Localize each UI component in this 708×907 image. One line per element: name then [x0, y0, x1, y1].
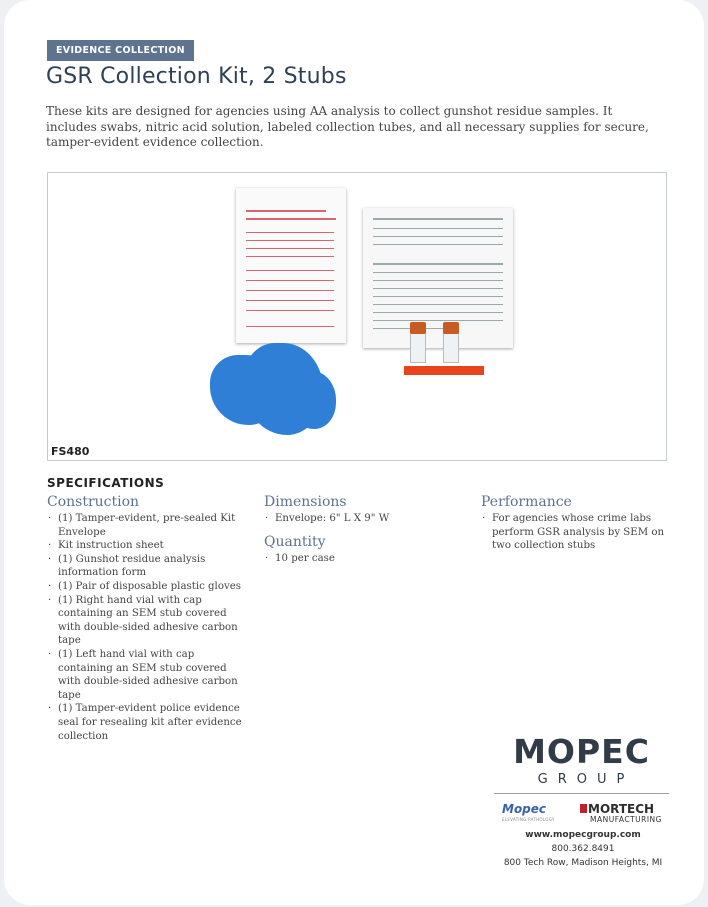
mopec-sub-logo: Mopec	[502, 802, 547, 816]
list-item: · (1) Pair of disposable plastic gloves	[47, 580, 247, 594]
list-item: · Envelope: 6" L X 9" W	[264, 512, 464, 526]
quantity-title: Quantity	[264, 533, 326, 550]
mopec-group-logo	[494, 734, 669, 828]
list-item: · (1) Gunshot residue analysis information form	[47, 553, 247, 580]
list-item: · (1) Tamper-evident police evidence seal for resealing kit after evidence collection	[47, 702, 247, 743]
left-hand-vial-image	[443, 331, 459, 363]
construction-title: Construction	[47, 494, 140, 510]
performance-title: Performance	[481, 494, 572, 510]
dimensions-section	[264, 494, 464, 565]
mopec-tagline: ELEVATING PATHOLOGY	[502, 817, 555, 822]
intro-paragraph: These kits are designed for agencies using AA analysis to collect gunshot residue samples. It includes swabs, nitric acid solution, labeled collection tubes, and all necessary supplies for secure, tamper-evident evidence collection.	[46, 104, 649, 149]
evidence-kit-envelope-image	[236, 188, 346, 343]
performance-section	[481, 494, 671, 553]
spec-sheet	[4, 0, 704, 905]
product-photo	[47, 172, 667, 461]
list-item: · (1) Left hand vial with cap containing an SEM stub covered with double-sided adhesive carbon tape	[47, 648, 247, 702]
mopec-wordmark: MOPEC	[513, 732, 650, 771]
phone-number: 800.362.8491	[551, 844, 615, 854]
list-item: · Kit instruction sheet	[47, 539, 247, 553]
product-sku: FS480	[51, 445, 90, 458]
group-wordmark: GROUP	[537, 772, 635, 787]
address: 800 Tech Row, Madison Heights, MI	[503, 858, 663, 868]
website-link[interactable]: www.mopecgroup.com	[525, 830, 641, 840]
specifications-heading: SPECIFICATIONS	[47, 476, 165, 490]
dimensions-title: Dimensions	[264, 494, 347, 510]
analysis-form-image	[363, 208, 513, 348]
list-item: · 10 per case	[264, 552, 464, 566]
list-item: · For agencies whose crime labs perform GSR analysis by SEM on two collection stubs	[481, 512, 671, 553]
contact-info	[494, 828, 672, 870]
category-tag: EVIDENCE COLLECTION	[47, 40, 194, 61]
right-hand-vial-image	[410, 331, 426, 363]
page-title: GSR Collection Kit, 2 Stubs	[46, 64, 347, 89]
mortech-logo: MORTECH	[580, 802, 654, 816]
construction-section	[47, 494, 247, 743]
list-item: · (1) Right hand vial with cap containing an SEM stub covered with double-sided adhesive carbon tape	[47, 594, 247, 648]
list-item: · (1) Tamper-evident, pre-sealed Kit Envelope	[47, 512, 247, 539]
mortech-manufacturing: MANUFACTURING	[590, 815, 662, 824]
evidence-seal-image	[404, 366, 484, 375]
